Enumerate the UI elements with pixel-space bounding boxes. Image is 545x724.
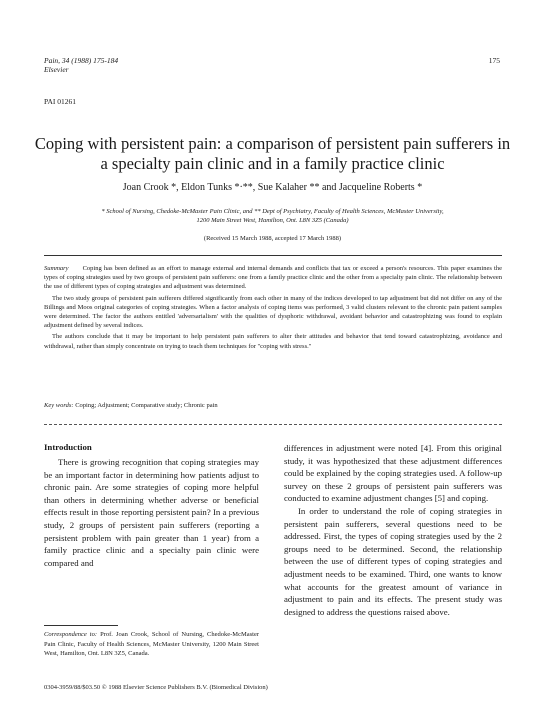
abstract-paragraph-1 <box>44 264 502 292</box>
intro-paragraph-1-cont: differences in adjustment were noted [4]. From this original study, it was hypothesized that these adjustment differences could be explained by the coping strategies used. A follow-up survey on these 2 groups of persistent pain sufferers was conducted to examine adjustment changes [5] and coping. <box>284 443 502 504</box>
journal-line-1: Pain, 34 (1988) 175-184 <box>44 56 119 65</box>
abstract-paragraph-3: The authors conclude that it may be important to help persistent pain sufferers to alter their attitudes and behavior that tend toward catastrophizing, avoidance and withdrawal, rather than simply concentrate on trying to teach them techniques for "coping with stress." <box>44 333 502 350</box>
paper-title: Coping with persistent pain: a comparison of persistent pain sufferers in a specialty pain clinic and in a family practice clinic <box>34 134 511 173</box>
affiliation-line-1: * School of Nursing, Chedoke-McMaster Pain Clinic, and ** Dept of Psychiatry, Faculty of Health Sciences, McMaster University, <box>101 208 444 215</box>
abstract-top-rule <box>44 255 502 256</box>
journal-citation <box>44 56 118 74</box>
abstract-paragraph-2: The two study groups of persistent pain sufferers differed significantly from each other in many of the indices developed to tap adjustment but did not differ on any of the Billings and Moos original categories of coping strategies. When a factor analysis of coping items was performed, 3 valid clusters relevant to the chronic pain patient samples were determined. The factor the authors entitled 'adversarialism' with the qualities of dysphoric withdrawal, avoidant behavior and catastrophizing was found to explain adjustment defined by several indices. <box>44 294 502 330</box>
received-dates: (Received 15 March 1988, accepted 17 March 1988) <box>203 235 342 242</box>
footnote-rule <box>44 625 118 626</box>
intro-paragraph-1: There is growing recognition that coping strategies may be an important factor in determining how patients adjust to chronic pain. Are some strategies of coping more helpful than others in determining whether adverse or beneficial effects result in those reporting persistent pain? In a previous study, 2 groups of persistent pain sufferers (reporting a persistent problem with pain greater than 1 year) from a family practice clinic and a specialty pain clinic were compared and <box>44 457 259 568</box>
affiliation-line-2: 1200 Main Street West, Hamilton, Ont. L8N 3Z5 (Canada) <box>196 217 349 224</box>
article-id: PAI 01261 <box>44 97 77 106</box>
keywords <box>44 402 502 409</box>
left-column <box>44 456 259 569</box>
section-divider <box>44 424 502 425</box>
abstract-label: Summary <box>44 265 69 272</box>
footnote-text: Prof. Joan Crook, School of Nursing, Chedoke-McMaster Pain Clinic, Faculty of Health Sciences, McMaster University, 1200 Main Street West, Hamilton, Ont. L8N 3Z5, Canada. <box>44 631 259 657</box>
correspondence-footnote <box>44 630 259 659</box>
right-column <box>284 442 502 618</box>
abstract-text-1: Coping has been defined as an effort to manage external and internal demands and conflicts that tax or exceed a person's resources. This paper examines the types of coping strategies used by two groups of persistent pain sufferers: one from a family practice clinic and the other from a specialty pain clinic. The relationship between the use of different types of coping strategies and adjustment was determined. <box>44 265 502 291</box>
journal-line-2: Elsevier <box>44 65 69 74</box>
author-list: Joan Crook *, Eldon Tunks *·**, Sue Kalaher ** and Jacqueline Roberts * <box>122 182 423 193</box>
copyright-line: 0304-3959/88/$03.50 © 1988 Elsevier Science Publishers B.V. (Biomedical Division) <box>44 684 268 691</box>
keywords-label: Key words: <box>44 402 74 409</box>
affiliation <box>50 207 495 225</box>
footnote-label: Correspondence to: <box>44 631 97 638</box>
intro-paragraph-2: In order to understand the role of coping strategies in persistent pain sufferers, several questions need to be addressed. First, the types of coping strategies used by the 2 groups need to be determined. Second, the relationship between the use of different types of coping strategies and adjustment needs to be examined. Third, one wants to know what accounts for the greatest amount of variance in adjustment to pain and its effects. The present study was designed to address the questions raised above. <box>284 505 502 617</box>
keywords-text: Coping; Adjustment; Comparative study; Chronic pain <box>75 402 218 409</box>
page-number: 175 <box>488 56 500 65</box>
section-heading-introduction: Introduction <box>44 442 92 452</box>
abstract <box>44 264 502 353</box>
